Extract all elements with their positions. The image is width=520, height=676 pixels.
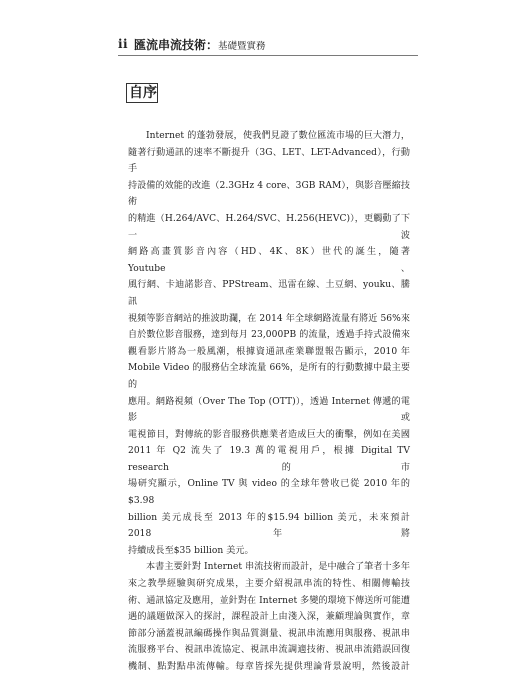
text-line: 節部分涵蓋視訊編碼操作與品質測量、視訊串流應用與服務、視訊串: [128, 628, 410, 639]
text-line: Mobile Video 的服務佔全球流量 66%，是所有的行動數據中最主要的: [128, 363, 410, 390]
text-line: 持續成長至$35 billion 美元。: [128, 545, 254, 556]
book-subtitle: 基礎暨實務: [218, 41, 266, 52]
text-line: 視頻等影音網站的推波助瀾，在 2014 年全球網路流量有將近 56%來: [128, 313, 410, 324]
text-line: 風行網、卡迪諾影音、PPStream、迅雷在線、土豆網、youku、騰訊: [128, 280, 410, 307]
title-separator: ：: [206, 38, 219, 52]
text-line: 隨著行動通訊的速率不斷提升（3G、LET、LET-Advanced），行動手: [128, 147, 410, 175]
text-line: billion 美元成長至 2013 年的$15.94 billion 美元，未來預計 2018 年將: [128, 512, 410, 540]
text-line: 網路高畫質影音內容（HD、4K、8K）世代的誕生，隨著 Youtube、: [128, 247, 410, 274]
text-line: 流服務平台、視訊串流協定、視訊串流調適技術、視訊串流錯誤回復: [128, 645, 410, 656]
text-line: 觀看影片將為一般風潮，根據資通訊產業聯盟報告顯示，2010 年: [128, 346, 410, 357]
text-line: 2011 年 Q2 流失了 19.3 萬的電視用戶，根據 Digital TV research 的市: [128, 446, 410, 473]
text-line: 持設備的效能的改進（2.3GHz 4 core、3GB RAM），與影音壓縮技術: [128, 180, 410, 208]
running-header: [118, 34, 418, 54]
book-title-main: 匯流串流技術: [134, 38, 207, 52]
page-number: ii: [118, 37, 129, 51]
preface-char-1: 自: [129, 85, 143, 101]
text-line: 的精進（H.264/AVC、H.264/SVC、H.256(HEVC)），更觸動了下一波: [128, 213, 410, 241]
preface-heading: [126, 83, 158, 103]
text-line: 術、通訊協定及應用，並針對在 Internet 多變的環境下傳送所可能遭: [128, 595, 410, 606]
text-line: 自於數位影音服務，達到每月 23,000PB 的流量，透過手持式設備來: [128, 330, 410, 341]
text-line: 遇的議題做深入的探討，課程設計上由淺入深，兼顧理論與實作，章: [128, 612, 410, 623]
book-title: [134, 36, 266, 53]
text-line: 應用。網路視頻（Over The Top (OTT)），透過 Internet 傳遞的電影或: [128, 396, 410, 424]
text-line: 場研究顯示，Online TV 與 video 的全球年營收已從 2010 年的$3.98: [128, 479, 410, 507]
preface-body: [128, 128, 410, 676]
text-line: 來之教學經驗與研究成果，主要介紹視訊串流的特性、相關傳輸技: [128, 579, 410, 590]
text-line: Internet 的蓬勃發展，使我們見證了數位匯流市場的巨大潛力，: [146, 131, 410, 141]
header-rule: [118, 55, 418, 56]
preface-char-2: 序: [143, 85, 157, 101]
text-line: 機制、點對點串流傳輸。每章皆採先提供理論背景說明，然後設計: [128, 662, 410, 672]
text-line: 本書主要針對 Internet 串流技術而設計，是中融合了筆者十多年: [146, 562, 410, 573]
text-line: 電視節目，對傳統的影音服務供應業者造成巨大的衝擊，例如在美國: [128, 429, 410, 440]
